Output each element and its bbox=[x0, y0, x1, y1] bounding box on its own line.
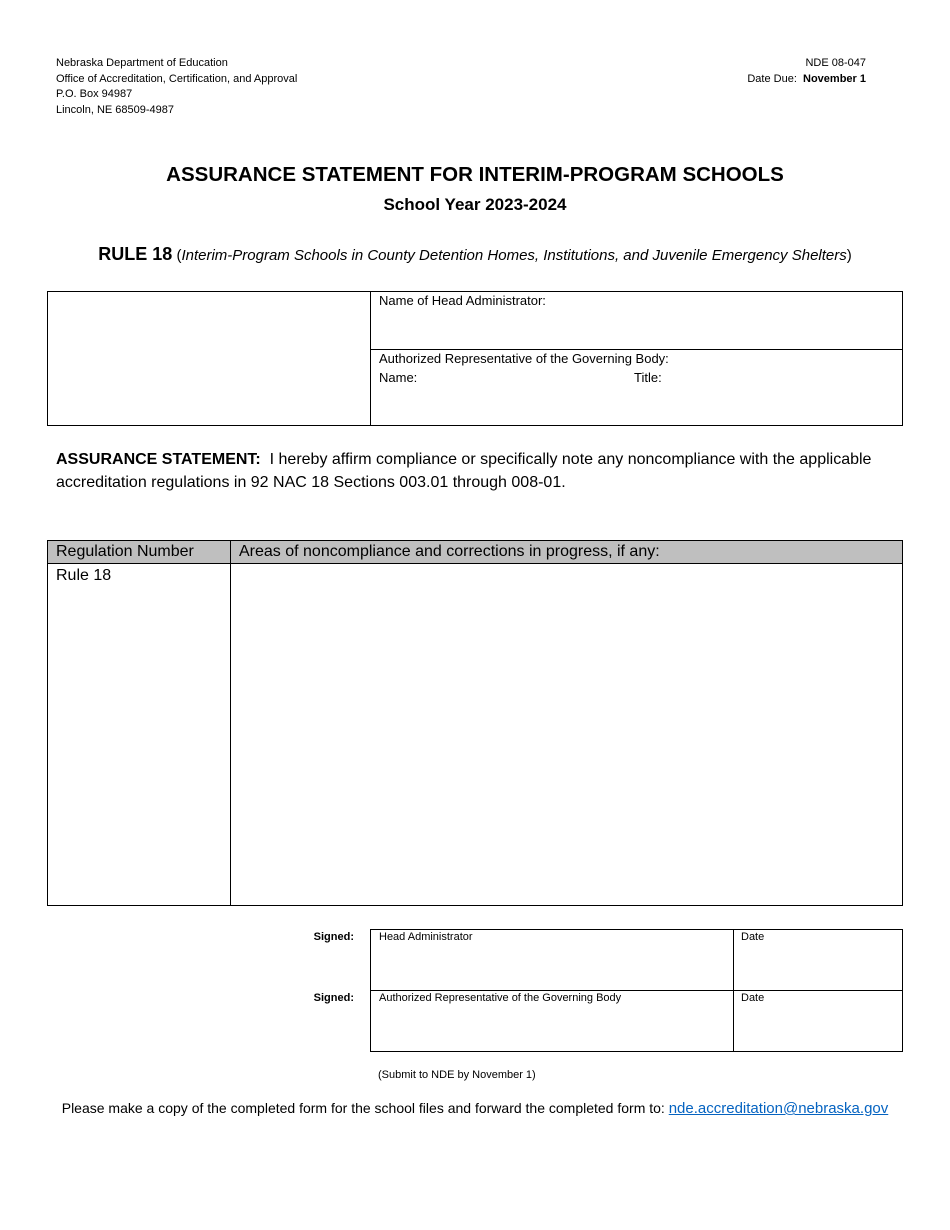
assurance-statement bbox=[56, 448, 896, 494]
head-admin-date-field[interactable] bbox=[734, 948, 902, 990]
head-admin-signature-field[interactable] bbox=[371, 948, 733, 990]
signed-label: Signed: bbox=[313, 931, 354, 943]
regulation-table bbox=[47, 540, 903, 906]
footer-text: Please make a copy of the completed form for the school files and forward the completed form to: bbox=[61, 1100, 665, 1116]
address-line: P.O. Box 94987 bbox=[56, 88, 133, 100]
date-due bbox=[747, 72, 866, 88]
date-due-label: Date Due: bbox=[747, 72, 797, 85]
date-label: Date bbox=[741, 931, 765, 943]
divider bbox=[370, 349, 902, 350]
noncompliance-field[interactable] bbox=[231, 564, 902, 905]
auth-rep-signature-field[interactable] bbox=[371, 1009, 733, 1051]
signature-table bbox=[370, 929, 903, 1052]
agency-address bbox=[56, 56, 297, 118]
date-label: Date bbox=[741, 992, 765, 1004]
regulation-number-cell: Rule 18 bbox=[56, 567, 112, 584]
auth-rep-title-field[interactable] bbox=[670, 368, 890, 388]
title-label: Title: bbox=[634, 370, 662, 385]
form-number: NDE 08-047 bbox=[805, 57, 866, 69]
school-info-box bbox=[47, 291, 903, 426]
head-admin-field[interactable] bbox=[371, 310, 902, 348]
auth-rep-label: Authorized Representative of the Governing Body: bbox=[379, 351, 669, 366]
rule-paren: ) bbox=[846, 247, 852, 264]
address-line: Nebraska Department of Education bbox=[56, 57, 228, 69]
auth-rep-sig-label: Authorized Representative of the Governing Body bbox=[379, 992, 622, 1004]
date-due-value: November 1 bbox=[803, 72, 866, 85]
rule-heading bbox=[0, 244, 950, 265]
page-title: ASSURANCE STATEMENT FOR INTERIM-PROGRAM SCHOOLS bbox=[166, 163, 784, 186]
col-header-noncompliance: Areas of noncompliance and corrections in progress, if any: bbox=[239, 543, 660, 560]
submit-note: (Submit to NDE by November 1) bbox=[378, 1069, 536, 1081]
rule-label: RULE 18 bbox=[98, 244, 173, 264]
footer-instructions bbox=[0, 1100, 950, 1117]
name-label: Name: bbox=[379, 370, 418, 385]
form-id-block bbox=[747, 56, 866, 87]
divider bbox=[371, 990, 902, 991]
auth-rep-name-field[interactable] bbox=[421, 368, 621, 388]
address-line: Lincoln, NE 68509-4987 bbox=[56, 103, 175, 116]
school-name-field[interactable] bbox=[48, 292, 370, 425]
email-link[interactable]: nde.accreditation@nebraska.gov bbox=[668, 1100, 889, 1117]
page-subtitle: School Year 2023-2024 bbox=[383, 195, 567, 214]
head-admin-sig-label: Head Administrator bbox=[379, 931, 473, 943]
signed-label: Signed: bbox=[313, 992, 354, 1004]
address-line: Office of Accreditation, Certification, and Approval bbox=[56, 72, 298, 85]
assurance-text: I hereby affirm compliance or specifically note any noncompliance with the applicable accreditation regulations in 92 NAC 18 Sections 003.01 through 008-01. bbox=[56, 451, 872, 491]
rule-paren: ( bbox=[176, 247, 182, 264]
assurance-label: ASSURANCE STATEMENT: bbox=[56, 451, 261, 468]
col-header-regulation-number: Regulation Number bbox=[56, 543, 194, 560]
auth-rep-date-field[interactable] bbox=[734, 1009, 902, 1051]
head-admin-label: Name of Head Administrator: bbox=[379, 293, 546, 308]
rule-description: Interim-Program Schools in County Detention Homes, Institutions, and Juvenile Emergency Shelters bbox=[181, 247, 847, 264]
